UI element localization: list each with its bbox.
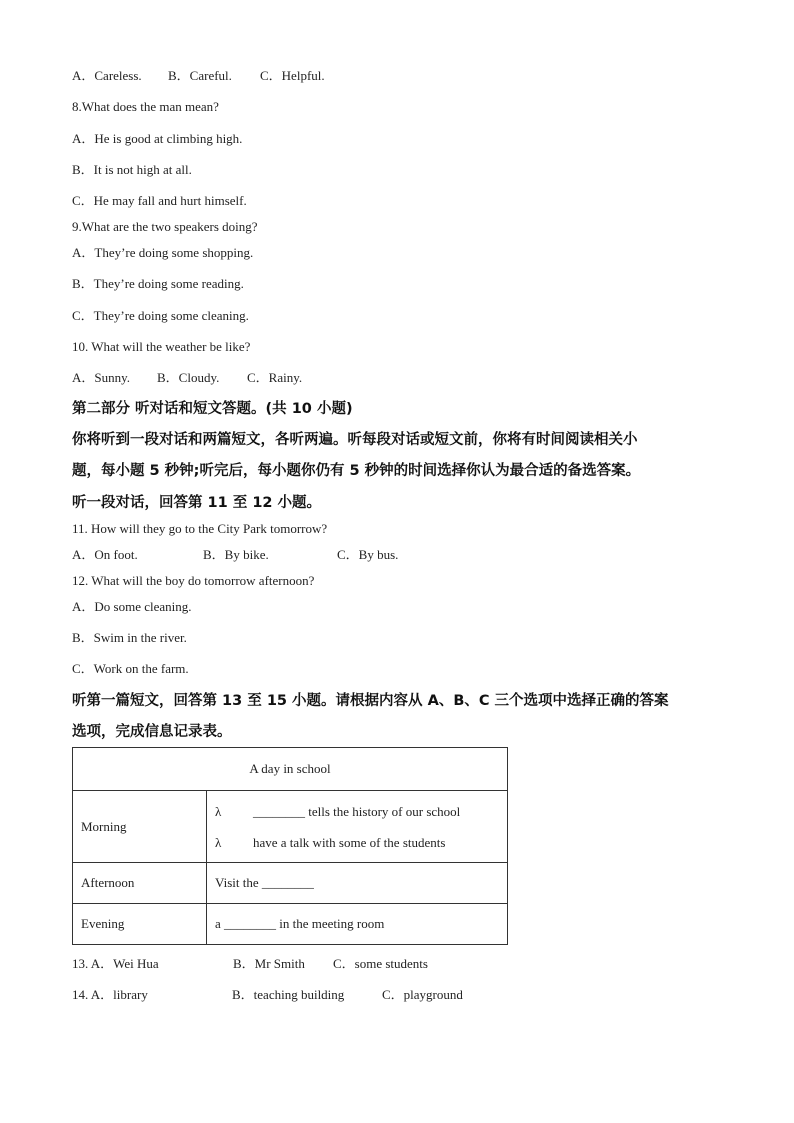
q13-option-b: B．Mr Smith	[233, 956, 305, 971]
evening-value: a ________ in the meeting room	[207, 904, 508, 945]
morning-items	[207, 791, 508, 863]
q7-option-c: C．Helpful.	[260, 68, 325, 83]
q9-option-b: B．They’re doing some reading.	[72, 276, 244, 291]
morning-item-1	[215, 796, 507, 827]
q8-question: 8.What does the man mean?	[72, 99, 219, 114]
part2-instructions-line1: 你将听到一段对话和两篇短文，各听两遍。听每段对话或短文前，你将有时间阅读相关小	[72, 432, 638, 448]
q11-option-c: C．By bus.	[337, 547, 399, 562]
q9-question: 9.What are the two speakers doing?	[72, 219, 258, 234]
q8-option-b: B．It is not high at all.	[72, 162, 192, 177]
q12-question: 12. What will the boy do tomorrow afternoon?	[72, 573, 315, 588]
morning-item-1-text: ________ tells the history of our school	[253, 803, 461, 819]
passage1-instructions-line2: 选项，完成信息记录表。	[72, 724, 232, 740]
q11-option-a: A．On foot.	[72, 547, 138, 562]
morning-item-2	[215, 827, 507, 858]
q10-question: 10. What will the weather be like?	[72, 339, 251, 354]
q7-option-a: A．Careless.	[72, 68, 142, 83]
info-record-table	[72, 747, 508, 945]
q13-option-a: 13. A．Wei Hua	[72, 956, 159, 971]
table-row-evening	[73, 904, 508, 945]
q10-option-c: C．Rainy.	[247, 370, 303, 385]
lambda-bullet-icon: λ	[215, 803, 222, 819]
q8-option-c: C．He may fall and hurt himself.	[72, 193, 247, 208]
afternoon-label: Afternoon	[73, 863, 207, 904]
afternoon-value: Visit the ________	[207, 863, 508, 904]
q7-option-b: B．Careful.	[168, 68, 232, 83]
q9-option-a: A．They’re doing some shopping.	[72, 245, 254, 260]
q9-option-c: C．They’re doing some cleaning.	[72, 308, 249, 323]
q14-option-c: C．playground	[382, 987, 463, 1002]
q13-option-c: C．some students	[333, 956, 428, 971]
table-title: A day in school	[73, 748, 508, 791]
q11-option-b: B．By bike.	[203, 547, 269, 562]
table-row-morning	[73, 791, 508, 863]
part2-heading: 第二部分 听对话和短文答题。(共 10 小题)	[72, 401, 353, 417]
q10-option-b: B．Cloudy.	[157, 370, 220, 385]
part2-instructions-line2: 题，每小题 5 秒钟;听完后，每小题你仍有 5 秒钟的时间选择你认为最合适的备选答案。	[72, 463, 641, 479]
morning-label: Morning	[73, 791, 207, 863]
table-row-afternoon	[73, 863, 508, 904]
q12-option-c: C．Work on the farm.	[72, 661, 189, 676]
lambda-bullet-icon: λ	[215, 834, 222, 850]
q14-option-a: 14. A．library	[72, 987, 148, 1002]
evening-label: Evening	[73, 904, 207, 945]
q12-option-a: A．Do some cleaning.	[72, 599, 192, 614]
q8-option-a: A．He is good at climbing high.	[72, 131, 243, 146]
q14-option-b: B．teaching building	[232, 987, 345, 1002]
passage1-instructions-line1: 听第一篇短文，回答第 13 至 15 小题。请根据内容从 A、B、C 三个选项中选择正确的答案	[72, 693, 669, 709]
morning-item-2-text: have a talk with some of the students	[253, 834, 446, 850]
q12-option-b: B．Swim in the river.	[72, 630, 187, 645]
q10-option-a: A．Sunny.	[72, 370, 131, 385]
q11-question: 11. How will they go to the City Park tomorrow?	[72, 521, 328, 536]
dialog-instructions: 听一段对话，回答第 11 至 12 小题。	[72, 495, 322, 511]
